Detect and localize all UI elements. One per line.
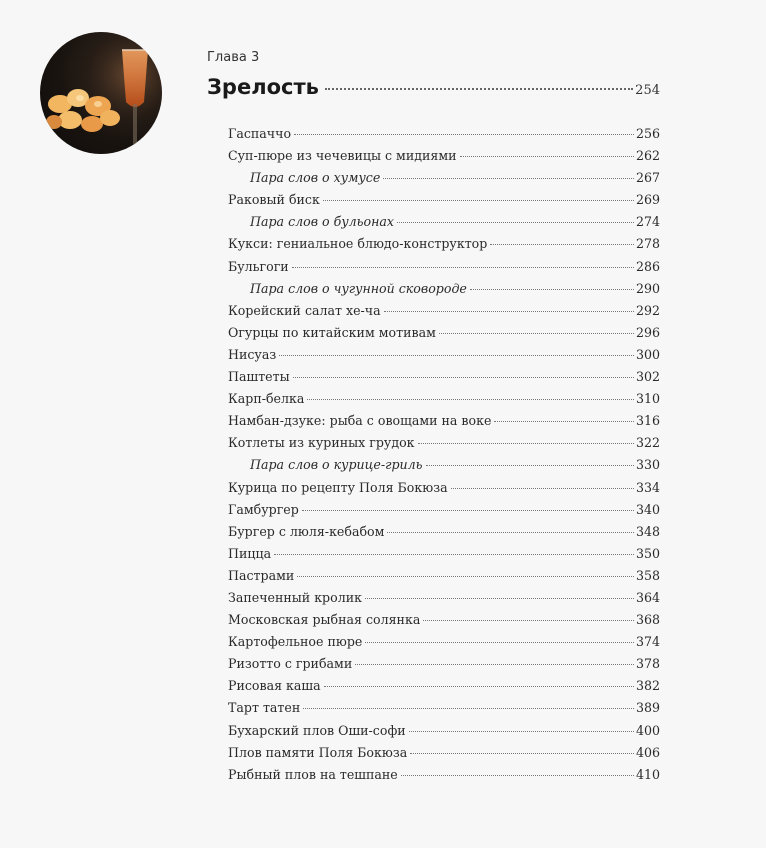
toc-entry xyxy=(228,656,660,678)
toc-leader-dots xyxy=(307,399,634,400)
toc-leader-dots xyxy=(409,731,634,732)
toc-entry-title: Котлеты из куриных грудок xyxy=(228,435,415,451)
toc-entry xyxy=(228,590,660,612)
toc-entry xyxy=(228,192,660,214)
toc-entry-title: Курица по рецепту Поля Бокюза xyxy=(228,479,448,495)
toc-entry xyxy=(228,126,660,148)
toc-entry xyxy=(228,700,660,722)
toc-entry-title: Пара слов о курице-гриль xyxy=(250,457,423,473)
toc-entry xyxy=(228,303,660,325)
toc-leader-dots xyxy=(397,222,634,223)
toc-entry-page: 300 xyxy=(635,346,660,362)
toc-entry-title: Гамбургер xyxy=(228,501,299,517)
toc-entry xyxy=(228,612,660,634)
toc-leader-dots xyxy=(303,708,634,709)
toc-entry-title: Огурцы по китайским мотивам xyxy=(228,324,436,340)
toc-entry-page: 292 xyxy=(635,302,660,318)
toc-entry-page: 262 xyxy=(635,148,660,164)
toc-subentry xyxy=(228,214,660,236)
table-of-contents xyxy=(228,126,660,789)
toc-leader-dots xyxy=(323,200,634,201)
toc-entry xyxy=(228,391,660,413)
toc-leader-dots xyxy=(274,554,634,555)
toc-entry xyxy=(228,767,660,789)
toc-leader-dots xyxy=(410,753,634,754)
toc-entry-title: Тарт татен xyxy=(228,700,301,716)
section-leader-dots xyxy=(325,88,633,90)
toc-entry-page: 274 xyxy=(635,214,660,230)
toc-entry-title: Пастрами xyxy=(228,567,295,583)
toc-subentry xyxy=(228,457,660,479)
toc-entry-title: Ризотто с грибами xyxy=(228,656,353,672)
toc-leader-dots xyxy=(439,333,634,334)
toc-leader-dots xyxy=(383,178,634,179)
toc-leader-dots xyxy=(451,488,634,489)
toc-entry-title: Пицца xyxy=(228,545,272,561)
toc-entry-title: Рыбный плов на тешпане xyxy=(228,766,398,782)
toc-entry-title: Плов памяти Поля Бокюза xyxy=(228,744,408,760)
toc-entry-title: Кукси: гениальное блюдо-конструктор xyxy=(228,236,488,252)
toc-entry-page: 290 xyxy=(635,280,660,296)
toc-entry-title: Бургер с люля-кебабом xyxy=(228,523,385,539)
toc-entry-page: 316 xyxy=(635,413,660,429)
toc-entry xyxy=(228,723,660,745)
toc-entry-title: Пара слов о чугунной сковороде xyxy=(250,280,467,296)
toc-leader-dots xyxy=(401,775,634,776)
toc-entry xyxy=(228,568,660,590)
toc-entry-page: 310 xyxy=(635,391,660,407)
toc-entry xyxy=(228,259,660,281)
toc-leader-dots xyxy=(423,620,634,621)
toc-entry-page: 368 xyxy=(635,612,660,628)
toc-leader-dots xyxy=(297,576,634,577)
toc-entry xyxy=(228,236,660,258)
toc-entry-title: Карп-белка xyxy=(228,391,305,407)
toc-leader-dots xyxy=(418,443,634,444)
toc-entry-title: Запеченный кролик xyxy=(228,589,362,605)
toc-entry-title: Паштеты xyxy=(228,369,290,385)
toc-leader-dots xyxy=(384,311,634,312)
toc-leader-dots xyxy=(365,642,634,643)
chapter-photo xyxy=(40,32,162,154)
toc-entry-page: 322 xyxy=(635,435,660,451)
toc-entry-page: 302 xyxy=(635,369,660,385)
chapter-label: Глава 3 xyxy=(207,50,260,65)
toc-leader-dots xyxy=(293,377,634,378)
toc-entry xyxy=(228,435,660,457)
toc-leader-dots xyxy=(426,465,634,466)
toc-entry xyxy=(228,502,660,524)
toc-entry-title: Бухарский плов Оши-софи xyxy=(228,722,406,738)
section-page: 254 xyxy=(635,83,660,98)
toc-entry-title: Картофельное пюре xyxy=(228,634,363,650)
toc-entry-page: 410 xyxy=(635,766,660,782)
toc-entry-page: 267 xyxy=(635,170,660,186)
toc-entry-page: 330 xyxy=(635,457,660,473)
toc-entry-page: 358 xyxy=(635,567,660,583)
toc-entry-page: 340 xyxy=(635,501,660,517)
toc-entry-title: Нисуаз xyxy=(228,346,277,362)
toc-subentry xyxy=(228,281,660,303)
toc-entry xyxy=(228,546,660,568)
toc-leader-dots xyxy=(324,686,634,687)
toc-entry-page: 389 xyxy=(635,700,660,716)
toc-entry-page: 382 xyxy=(635,678,660,694)
toc-entry-page: 278 xyxy=(635,236,660,252)
toc-leader-dots xyxy=(460,156,634,157)
toc-leader-dots xyxy=(294,134,634,135)
toc-entry-title: Гаспаччо xyxy=(228,126,292,141)
section-title: Зрелость xyxy=(207,75,319,99)
toc-entry xyxy=(228,524,660,546)
toc-entry-page: 286 xyxy=(635,258,660,274)
toc-entry-page: 348 xyxy=(635,523,660,539)
toc-leader-dots xyxy=(279,355,634,356)
toc-leader-dots xyxy=(355,664,634,665)
toc-leader-dots xyxy=(292,267,634,268)
toc-entry-page: 256 xyxy=(635,126,660,141)
toc-entry xyxy=(228,634,660,656)
food-photo-icon xyxy=(40,32,162,154)
toc-entry-page: 400 xyxy=(635,722,660,738)
toc-entry-page: 350 xyxy=(635,545,660,561)
toc-entry-page: 378 xyxy=(635,656,660,672)
toc-entry-page: 269 xyxy=(635,192,660,208)
toc-entry xyxy=(228,347,660,369)
toc-leader-dots xyxy=(387,532,634,533)
toc-subentry xyxy=(228,170,660,192)
toc-entry xyxy=(228,413,660,435)
toc-leader-dots xyxy=(494,421,634,422)
toc-entry xyxy=(228,148,660,170)
toc-leader-dots xyxy=(470,289,634,290)
toc-leader-dots xyxy=(490,244,634,245)
toc-entry-title: Раковый биск xyxy=(228,192,320,208)
toc-leader-dots xyxy=(302,510,634,511)
toc-entry-title: Корейский салат хе-ча xyxy=(228,302,381,318)
toc-entry-page: 296 xyxy=(635,324,660,340)
toc-entry-title: Пара слов о бульонах xyxy=(250,214,394,230)
toc-entry-page: 374 xyxy=(635,634,660,650)
toc-entry-title: Рисовая каша xyxy=(228,678,321,694)
toc-entry-title: Пара слов о хумусе xyxy=(250,170,381,186)
toc-entry-title: Бульгоги xyxy=(228,258,289,274)
section-heading xyxy=(207,75,660,103)
toc-leader-dots xyxy=(365,598,634,599)
toc-entry-page: 364 xyxy=(635,589,660,605)
toc-entry xyxy=(228,480,660,502)
toc-entry-title: Намбан-дзуке: рыба с овощами на воке xyxy=(228,413,492,429)
toc-entry xyxy=(228,678,660,700)
toc-entry xyxy=(228,745,660,767)
toc-entry xyxy=(228,325,660,347)
toc-entry-page: 406 xyxy=(635,744,660,760)
toc-entry-title: Суп-пюре из чечевицы с мидиями xyxy=(228,148,457,164)
toc-entry-title: Московская рыбная солянка xyxy=(228,612,421,628)
toc-entry-page: 334 xyxy=(635,479,660,495)
toc-entry xyxy=(228,369,660,391)
